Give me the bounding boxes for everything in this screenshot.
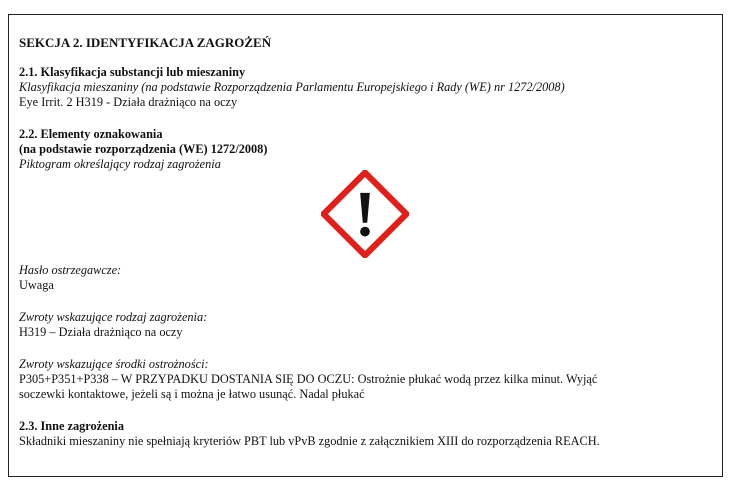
section-title: SEKCJA 2. IDENTYFIKACJA ZAGROŻEŃ — [19, 35, 272, 50]
s21-heading: 2.1. Klasyfikacja substancji lub mieszaniny — [19, 65, 246, 79]
pictogram-label: Piktogram określający rodzaj zagrożenia — [19, 157, 221, 171]
s22-heading-2: (na podstawie rozporządzenia (WE) 1272/2008) — [19, 142, 268, 156]
hazard-statement-label: Zwroty wskazujące rodzaj zagrożenia: — [19, 310, 208, 324]
signal-word-label: Hasło ostrzegawcze: — [19, 263, 122, 277]
s22-heading: 2.2. Elementy oznakowania — [19, 127, 163, 141]
s21-subheading: Klasyfikacja mieszaniny (na podstawie Rozporządzenia Parlamentu Europejskiego i Rady (WE) nr 1272/2008) — [19, 80, 565, 94]
ghs07-exclamation-mark-icon — [321, 170, 409, 258]
s21-classification: Eye Irrit. 2 H319 - Działa drażniąco na oczy — [19, 95, 238, 109]
precaution-line-1: P305+P351+P338 – W PRZYPADKU DOSTANIA SIĘ DO OCZU: Ostrożnie płukać wodą przez kilka minut. Wyjąć — [19, 372, 598, 386]
precaution-line-2: soczewki kontaktowe, jeżeli są i można je łatwo usunąć. Nadal płukać — [19, 387, 365, 401]
s23-text: Składniki mieszaniny nie spełniają kryteriów PBT lub vPvB zgodnie z załącznikiem XIII do rozporządzenia REACH. — [19, 434, 600, 448]
s23-heading: 2.3. Inne zagrożenia — [19, 419, 124, 433]
precaution-label: Zwroty wskazujące środki ostrożności: — [19, 357, 209, 371]
signal-word: Uwaga — [19, 278, 54, 292]
hazard-statement: H319 – Działa drażniąco na oczy — [19, 325, 183, 339]
